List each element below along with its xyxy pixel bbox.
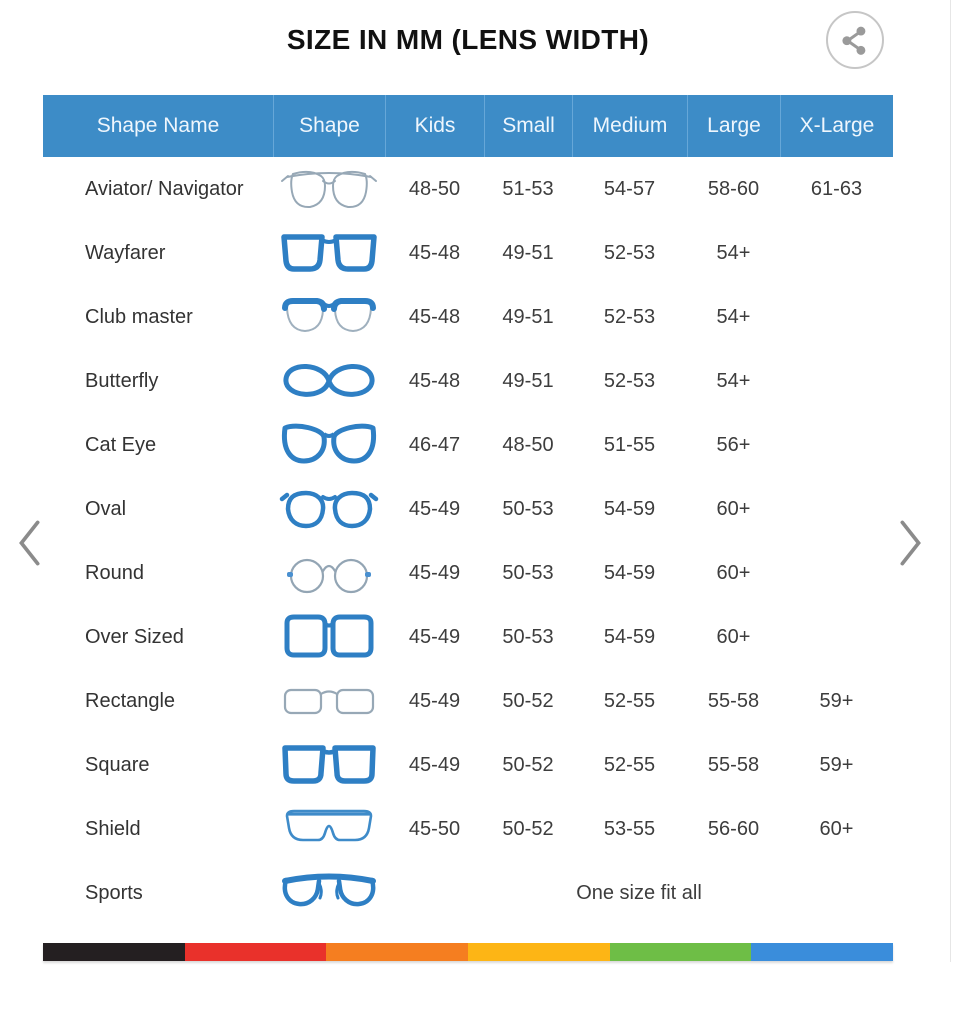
one-size-note: One size fit all: [576, 881, 702, 904]
column-header-kids: Kids: [385, 95, 484, 157]
sports-glasses-icon: [273, 867, 385, 919]
size-value-kids: 45-49: [408, 753, 461, 776]
shield-glasses-icon: [273, 803, 385, 855]
size-value-kids: 45-50: [408, 817, 461, 840]
stripe-segment: [468, 943, 610, 961]
table-row: [43, 541, 893, 605]
size-value-kids: 46-47: [408, 433, 461, 456]
shape-name: Oval: [85, 497, 127, 520]
size-table: [43, 95, 893, 925]
stripe-segment: [185, 943, 327, 961]
size-value-large: 55-58: [707, 753, 760, 776]
size-value-medium: 52-55: [603, 689, 656, 712]
size-value-large: 58-60: [707, 177, 760, 200]
column-header-large: Large: [687, 95, 780, 157]
size-value-kids: 45-48: [408, 369, 461, 392]
size-value-medium: 51-55: [603, 433, 656, 456]
clubmaster-glasses-icon: [273, 291, 385, 343]
size-value-kids: 45-48: [408, 241, 461, 264]
shape-name: Butterfly: [85, 369, 159, 392]
size-value-small: 50-53: [502, 497, 554, 520]
size-value-x-large: 61-63: [810, 177, 863, 200]
column-header-x-large: X-Large: [780, 95, 893, 157]
size-value-small: 51-53: [502, 177, 554, 200]
shape-name: Round: [85, 561, 144, 584]
size-value-kids: 45-49: [408, 497, 461, 520]
table-row: [43, 861, 893, 925]
size-value-large: 60+: [716, 561, 751, 584]
shape-name: Over Sized: [85, 625, 184, 648]
column-header-medium: Medium: [572, 95, 687, 157]
size-value-small: 50-52: [502, 689, 554, 712]
size-value-kids: 45-49: [408, 689, 461, 712]
size-value-medium: 53-55: [603, 817, 656, 840]
size-value-kids: 45-48: [408, 305, 461, 328]
table-header-row: [43, 95, 893, 157]
chevron-right-icon: [898, 519, 924, 567]
size-value-medium: 52-55: [603, 753, 656, 776]
stripe-segment: [326, 943, 468, 961]
table-row: [43, 285, 893, 349]
table-row: [43, 669, 893, 733]
oversized-glasses-icon: [273, 611, 385, 663]
table-row: [43, 477, 893, 541]
size-value-small: 50-52: [502, 753, 554, 776]
wayfarer-glasses-icon: [273, 227, 385, 279]
size-value-large: 55-58: [707, 689, 760, 712]
stripe-segment: [610, 943, 752, 961]
shape-name: Aviator/ Navigator: [85, 177, 244, 200]
size-value-medium: 54-59: [603, 625, 656, 648]
size-value-kids: 45-49: [408, 625, 461, 648]
column-header-small: Small: [484, 95, 572, 157]
share-button[interactable]: [826, 11, 884, 69]
stripe-segment: [43, 943, 185, 961]
size-value-x-large: 59+: [819, 689, 854, 712]
shape-name: Sports: [85, 881, 143, 904]
column-header-shape: Shape: [273, 95, 385, 157]
table-row: [43, 413, 893, 477]
size-value-small: 49-51: [502, 241, 554, 264]
page-edge-divider: [950, 0, 951, 962]
size-value-small: 50-53: [502, 625, 554, 648]
page-title: SIZE IN MM (LENS WIDTH): [286, 24, 650, 55]
size-value-x-large: 60+: [819, 817, 854, 840]
stripe-segment: [751, 943, 893, 961]
brand-color-stripe: [43, 943, 893, 961]
table-body: [43, 157, 893, 925]
size-value-large: 54+: [716, 369, 751, 392]
butterfly-glasses-icon: [273, 355, 385, 407]
rectangle-glasses-icon: [273, 675, 385, 727]
table-row: [43, 221, 893, 285]
size-value-medium: 52-53: [603, 305, 656, 328]
size-value-large: 56-60: [707, 817, 760, 840]
size-value-small: 50-52: [502, 817, 554, 840]
table-row: [43, 349, 893, 413]
aviator-glasses-icon: [273, 163, 385, 215]
shape-name: Rectangle: [85, 689, 176, 712]
next-arrow-button[interactable]: [896, 518, 926, 570]
size-value-kids: 45-49: [408, 561, 461, 584]
shape-name: Club master: [85, 305, 193, 328]
shape-name: Square: [85, 753, 150, 776]
size-value-x-large: 59+: [819, 753, 854, 776]
size-value-large: 60+: [716, 625, 751, 648]
shape-name: Cat Eye: [85, 433, 157, 456]
column-header-shape-name: Shape Name: [96, 114, 220, 137]
size-value-medium: 54-59: [603, 561, 656, 584]
square-glasses-icon: [273, 739, 385, 791]
size-value-medium: 54-59: [603, 497, 656, 520]
size-value-large: 54+: [716, 241, 751, 264]
round-glasses-icon: [273, 547, 385, 599]
size-value-small: 48-50: [502, 433, 554, 456]
size-value-medium: 52-53: [603, 241, 656, 264]
size-value-large: 60+: [716, 497, 751, 520]
size-value-large: 56+: [716, 433, 751, 456]
table-row: [43, 797, 893, 861]
share-icon: [835, 20, 875, 60]
size-value-medium: 52-53: [603, 369, 656, 392]
table-row: [43, 733, 893, 797]
oval-glasses-icon: [273, 483, 385, 535]
size-value-small: 49-51: [502, 305, 554, 328]
size-value-small: 49-51: [502, 369, 554, 392]
cateye-glasses-icon: [273, 419, 385, 471]
table-row: [43, 157, 893, 221]
shape-name: Shield: [85, 817, 141, 840]
shape-name: Wayfarer: [85, 241, 166, 264]
table-row: [43, 605, 893, 669]
prev-arrow-button[interactable]: [14, 518, 44, 570]
size-value-small: 50-53: [502, 561, 554, 584]
size-value-kids: 48-50: [408, 177, 461, 200]
size-value-large: 54+: [716, 305, 751, 328]
size-value-medium: 54-57: [603, 177, 656, 200]
chevron-left-icon: [16, 519, 42, 567]
